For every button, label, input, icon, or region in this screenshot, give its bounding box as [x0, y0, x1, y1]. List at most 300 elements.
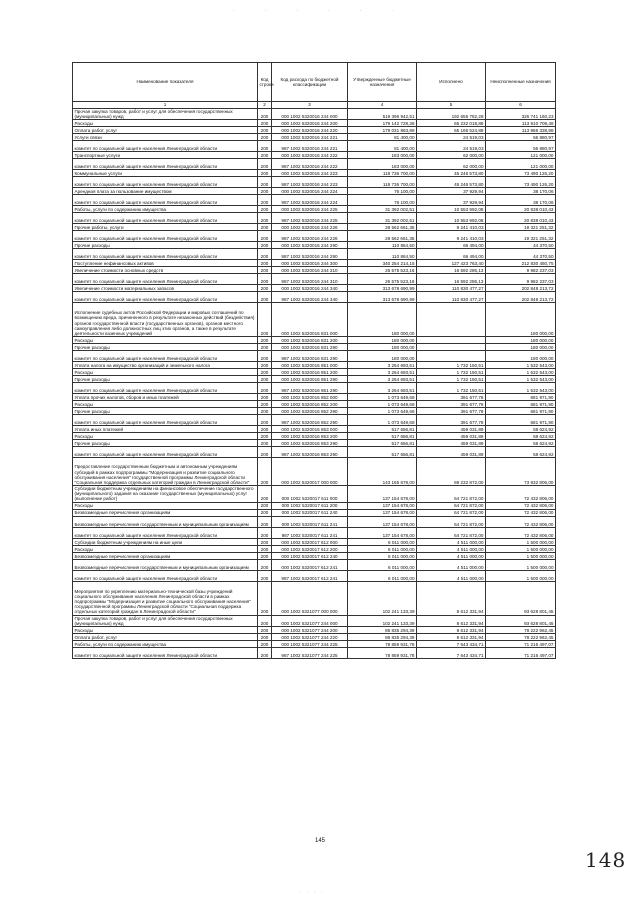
row-line-code: 200 — [258, 134, 272, 141]
row-line-code: 200 — [258, 224, 272, 231]
row-name: комитет по социальной защите населения Ленинградской области — [73, 195, 258, 206]
row-line-code: 200 — [258, 206, 272, 213]
col-index-6: 6 — [486, 102, 556, 109]
row-executed: 64 721 872,00 — [417, 516, 486, 527]
row-line-code: 200 — [258, 361, 272, 368]
table-body — [73, 109, 556, 659]
row-approved: 3 264 693,51 — [348, 382, 417, 393]
row-executed: 4 511 000,00 — [417, 570, 486, 581]
row-approved: 519 396 942,51 — [348, 109, 417, 120]
row-line-code: 200 — [258, 626, 272, 633]
row-approved: 6 011 000,00 — [348, 570, 417, 581]
row-approved: 118 736 700,00 — [348, 177, 417, 188]
col-header-classification: Код расхода по бюджетной классификации — [272, 63, 348, 102]
row-executed: 66 494,00 — [417, 249, 486, 260]
row-approved: 183 000,00 — [348, 159, 417, 170]
row-line-code: 200 — [258, 231, 272, 242]
row-classification-code: 000 1002 5320016 244 300 — [272, 260, 348, 267]
row-name: Субсидии бюджетным учреждениям на иные цели — [73, 538, 258, 545]
row-executed: 37 929,94 — [417, 195, 486, 206]
row-approved: 86 835 294,39 — [348, 633, 417, 640]
row-classification-code: 987 1002 5320016 244 225 — [272, 213, 348, 224]
row-line-code: 200 — [258, 292, 272, 303]
row-line-code: 200 — [258, 141, 272, 152]
col-header-unexecuted: Неисполненные назначения — [486, 63, 556, 102]
row-approved: 26 575 523,16 — [348, 267, 417, 274]
row-name: комитет по социальной защите населения Ленинградской области — [73, 292, 258, 303]
row-line-code: 200 — [258, 267, 272, 274]
row-unexecuted: 72 432 806,00 — [486, 516, 556, 527]
row-unexecuted: 71 216 497,07 — [486, 647, 556, 658]
col-index-2: 2 — [258, 102, 272, 109]
row-line-code: 200 — [258, 213, 272, 224]
row-approved: 180 000,00 — [348, 343, 417, 350]
row-unexecuted: 44 370,50 — [486, 249, 556, 260]
row-name: комитет по социальной защите населения Ленинградской области — [73, 414, 258, 425]
row-line-code: 200 — [258, 400, 272, 407]
row-classification-code: 987 1002 5320016 852 290 — [272, 414, 348, 425]
row-executed: 24 519,03 — [417, 134, 486, 141]
row-executed: 1 732 150,51 — [417, 368, 486, 375]
row-approved: 110 864,50 — [348, 242, 417, 249]
row-unexecuted: 1 500 000,00 — [486, 552, 556, 559]
row-classification-code: 000 1002 5320017 612 240 — [272, 552, 348, 559]
table-row — [73, 375, 556, 382]
top-scan-marks: · · · · · · — [232, 8, 408, 14]
row-classification-code: 987 1002 5320016 244 221 — [272, 141, 348, 152]
row-line-code: 200 — [258, 439, 272, 446]
row-name: Прочие расходы — [73, 439, 258, 446]
row-approved: 118 736 700,00 — [348, 170, 417, 177]
col-header-line-code: Код строки — [258, 63, 272, 102]
row-unexecuted: 113 910 709,48 — [486, 120, 556, 127]
table-row — [73, 559, 556, 570]
row-unexecuted: 78 222 962,45 — [486, 633, 556, 640]
row-line-code: 200 — [258, 640, 272, 647]
row-line-code: 200 — [258, 527, 272, 538]
row-unexecuted: 681 971,90 — [486, 414, 556, 425]
row-unexecuted: 72 432 806,00 — [486, 509, 556, 516]
row-approved: 137 154 678,00 — [348, 485, 417, 502]
row-classification-code: 000 1002 5320016 831 200 — [272, 336, 348, 343]
table-row — [73, 188, 556, 195]
row-unexecuted: 93 628 801,45 — [486, 581, 556, 615]
row-approved: 86 835 294,39 — [348, 626, 417, 633]
row-name: Оплата работ, услуг — [73, 127, 258, 134]
row-line-code: 200 — [258, 375, 272, 382]
row-executed: 7 643 434,71 — [417, 647, 486, 658]
row-approved: 143 165 678,00 — [348, 457, 417, 485]
row-executed: 7 643 434,71 — [417, 640, 486, 647]
table-row — [73, 231, 556, 242]
table-row — [73, 242, 556, 249]
row-name: Исполнение судебных актов Российской Федерации и мировых соглашений по возмещению вреда, причиненного в результате незаконных действий (бездействия) органов государственной власти (государственных органов), органов местного самоуправления либо должностных лиц этих органов, а также в результате деятельности казенных учреждений — [73, 303, 258, 337]
col-index-5: 5 — [417, 102, 486, 109]
row-line-code: 200 — [258, 633, 272, 640]
row-unexecuted: 180 000,00 — [486, 343, 556, 350]
row-name: Услуги связи — [73, 134, 258, 141]
row-unexecuted: 1 500 000,00 — [486, 538, 556, 545]
row-unexecuted: 9 982 237,03 — [486, 267, 556, 274]
col-index-3: 3 — [272, 102, 348, 109]
row-classification-code: 987 1002 5320016 244 224 — [272, 195, 348, 206]
table-row — [73, 626, 556, 633]
row-approved: 81 400,00 — [348, 141, 417, 152]
table-row — [73, 127, 556, 134]
row-executed: 391 677,78 — [417, 393, 486, 400]
row-name: Безвозмездные перечисления организациям — [73, 552, 258, 559]
budget-table — [72, 62, 556, 659]
table-row — [73, 285, 556, 292]
row-line-code: 200 — [258, 195, 272, 206]
row-classification-code: 987 1002 5320016 244 290 — [272, 249, 348, 260]
row-approved: 179 142 728,36 — [348, 120, 417, 127]
row-name: Увеличение стоимости материальных запасов — [73, 285, 258, 292]
table-row — [73, 425, 556, 432]
row-unexecuted: 326 741 160,23 — [486, 109, 556, 120]
table-row — [73, 393, 556, 400]
row-unexecuted: 1 500 000,00 — [486, 559, 556, 570]
table-row — [73, 350, 556, 361]
row-line-code: 200 — [258, 615, 272, 626]
row-classification-code: 000 1002 5320016 831 000 — [272, 303, 348, 337]
row-approved: 3 264 693,51 — [348, 361, 417, 368]
row-approved: 3 264 693,51 — [348, 375, 417, 382]
row-approved: 78 859 931,78 — [348, 640, 417, 647]
row-classification-code: 987 1002 5320016 244 340 — [272, 292, 348, 303]
table-row — [73, 141, 556, 152]
row-name: комитет по социальной защите населения Ленинградской области — [73, 382, 258, 393]
row-unexecuted: 1 500 000,00 — [486, 570, 556, 581]
row-executed: 64 721 872,00 — [417, 509, 486, 516]
row-executed: 45 246 573,80 — [417, 177, 486, 188]
row-name: комитет по социальной защите населения Ленинградской области — [73, 231, 258, 242]
row-line-code: 200 — [258, 432, 272, 439]
row-classification-code: 000 1002 5320016 244 221 — [272, 134, 348, 141]
row-executed: 1 732 150,51 — [417, 375, 486, 382]
table-row — [73, 581, 556, 615]
row-classification-code: 987 1002 5320016 244 226 — [272, 231, 348, 242]
row-line-code: 200 — [258, 368, 272, 375]
row-approved: 517 656,81 — [348, 439, 417, 446]
row-executed: 391 677,78 — [417, 407, 486, 414]
table-row — [73, 213, 556, 224]
row-executed: 66 494,00 — [417, 242, 486, 249]
row-classification-code: 000 1002 5320016 853 000 — [272, 425, 348, 432]
table-row — [73, 170, 556, 177]
row-name: Мероприятия по укреплению материально-технической базы учреждений социального обслуживания населения Ленинградской области в рамках подпрограммы "Модернизация и развитие социального обслуживания населения" государственной программы Ленинградской области "Социальная поддержка отдельных категорий граждан в Ленинградской области" — [73, 581, 258, 615]
row-line-code: 200 — [258, 343, 272, 350]
table-row — [73, 224, 556, 231]
row-name: Расходы — [73, 368, 258, 375]
row-unexecuted: 9 982 237,03 — [486, 274, 556, 285]
row-classification-code: 987 1002 5320017 611 241 — [272, 527, 348, 538]
row-classification-code: 000 1002 5320016 852 000 — [272, 393, 348, 400]
table-row — [73, 343, 556, 350]
row-unexecuted: 20 838 010,43 — [486, 206, 556, 213]
row-classification-code: 987 1002 5320016 831 290 — [272, 350, 348, 361]
row-executed: 62 000,00 — [417, 159, 486, 170]
row-line-code: 200 — [258, 188, 272, 195]
row-approved: 3 264 693,51 — [348, 368, 417, 375]
row-line-code: 200 — [258, 485, 272, 502]
row-line-code: 200 — [258, 407, 272, 414]
table-row — [73, 509, 556, 516]
row-line-code: 200 — [258, 285, 272, 292]
row-unexecuted: 38 170,06 — [486, 188, 556, 195]
table-row — [73, 647, 556, 658]
row-name: Прочая закупка товаров, работ и услуг для обеспечения государственных (муниципальных) нужд — [73, 109, 258, 120]
row-approved: 1 073 649,68 — [348, 414, 417, 425]
row-executed: 459 031,89 — [417, 432, 486, 439]
row-approved: 517 656,81 — [348, 425, 417, 432]
row-unexecuted: 58 624,92 — [486, 432, 556, 439]
row-approved: 183 000,00 — [348, 152, 417, 159]
row-name: Безвозмездные перечисления государственным и муниципальным организациям — [73, 516, 258, 527]
table-row — [73, 552, 556, 559]
row-unexecuted: 19 321 251,32 — [486, 231, 556, 242]
row-name: комитет по социальной защите населения Ленинградской области — [73, 350, 258, 361]
row-classification-code: 000 1002 5320017 611 200 — [272, 502, 348, 509]
row-classification-code: 000 1002 5321077 000 000 — [272, 581, 348, 615]
row-executed: 45 246 573,80 — [417, 170, 486, 177]
row-line-code: 200 — [258, 414, 272, 425]
row-executed: 4 511 000,00 — [417, 538, 486, 545]
table-row — [73, 485, 556, 502]
row-classification-code: 000 1002 5320016 244 290 — [272, 242, 348, 249]
row-approved: 76 100,00 — [348, 188, 417, 195]
row-executed: 69 232 872,00 — [417, 457, 486, 485]
row-name: Увеличение стоимости основных средств — [73, 267, 258, 274]
row-name: Арендная плата за пользование имуществом — [73, 188, 258, 195]
row-classification-code: 000 1002 5320017 612 000 — [272, 538, 348, 545]
row-approved: 180 000,00 — [348, 350, 417, 361]
row-executed: 16 592 286,13 — [417, 274, 486, 285]
row-executed: 37 929,94 — [417, 188, 486, 195]
row-line-code: 200 — [258, 393, 272, 400]
row-line-code: 200 — [258, 336, 272, 343]
row-line-code: 200 — [258, 159, 272, 170]
row-unexecuted: 113 866 338,98 — [486, 127, 556, 134]
row-approved: 1 073 649,68 — [348, 400, 417, 407]
row-unexecuted: 58 624,92 — [486, 425, 556, 432]
row-unexecuted: 56 880,97 — [486, 141, 556, 152]
row-classification-code: 000 1002 5320016 244 200 — [272, 120, 348, 127]
row-unexecuted: 180 000,00 — [486, 350, 556, 361]
row-unexecuted: 73 932 806,00 — [486, 457, 556, 485]
row-classification-code: 000 1002 5320016 244 220 — [272, 127, 348, 134]
row-executed: 24 519,03 — [417, 141, 486, 152]
row-approved: 6 011 000,00 — [348, 552, 417, 559]
row-approved: 81 400,00 — [348, 134, 417, 141]
row-approved: 102 241 133,39 — [348, 581, 417, 615]
row-unexecuted: 202 848 213,72 — [486, 285, 556, 292]
table-row — [73, 303, 556, 337]
table-row — [73, 400, 556, 407]
row-unexecuted: 58 624,92 — [486, 439, 556, 446]
row-unexecuted: 681 971,90 — [486, 407, 556, 414]
row-name: Расходы — [73, 545, 258, 552]
row-classification-code: 000 1002 5320017 611 241 — [272, 516, 348, 527]
row-classification-code: 987 1002 5320017 612 241 — [272, 570, 348, 581]
row-unexecuted: 73 490 126,20 — [486, 177, 556, 188]
table-row — [73, 152, 556, 159]
row-name: Уплата прочих налогов, сборов и иных платежей — [73, 393, 258, 400]
row-classification-code: 000 1002 5320017 000 000 — [272, 457, 348, 485]
row-executed: 8 612 331,94 — [417, 626, 486, 633]
row-executed: 459 031,89 — [417, 425, 486, 432]
row-executed: 4 511 000,00 — [417, 552, 486, 559]
row-line-code: 200 — [258, 170, 272, 177]
table-row — [73, 502, 556, 509]
table-row — [73, 457, 556, 485]
table-row — [73, 134, 556, 141]
row-approved: 517 656,81 — [348, 446, 417, 457]
row-line-code: 200 — [258, 242, 272, 249]
row-name: комитет по социальной защите населения Ленинградской области — [73, 141, 258, 152]
row-name: Субсидии бюджетным учреждениям на финансовое обеспечение государственного (муниципального) задания на оказание государственных (муниципальных) услуг (выполнение работ) — [73, 485, 258, 502]
row-classification-code: 000 1002 5321077 244 000 — [272, 615, 348, 626]
row-classification-code: 000 1002 5320017 611 000 — [272, 485, 348, 502]
row-name: Прочая закупка товаров, работ и услуг для обеспечения государственных (муниципальных) нужд — [73, 615, 258, 626]
row-approved: 137 154 678,00 — [348, 527, 417, 538]
table-row — [73, 640, 556, 647]
row-approved: 1 073 649,68 — [348, 393, 417, 400]
row-line-code: 200 — [258, 274, 272, 285]
row-executed: 8 612 331,94 — [417, 615, 486, 626]
row-classification-code: 987 1002 5320016 244 310 — [272, 274, 348, 285]
row-name: Безвозмездные перечисления организациям — [73, 509, 258, 516]
row-unexecuted: 44 370,50 — [486, 242, 556, 249]
col-header-approved: Утвержденные бюджетные назначения — [348, 63, 417, 102]
row-line-code: 200 — [258, 545, 272, 552]
row-approved: 137 154 678,00 — [348, 509, 417, 516]
row-name: Прочие расходы — [73, 242, 258, 249]
row-line-code: 200 — [258, 538, 272, 545]
row-classification-code: 987 1002 5320016 851 290 — [272, 382, 348, 393]
row-line-code: 200 — [258, 647, 272, 658]
row-name: Прочие расходы — [73, 375, 258, 382]
col-index-1: 1 — [73, 102, 258, 109]
row-classification-code: 987 1002 5320016 853 290 — [272, 446, 348, 457]
row-executed: 459 031,89 — [417, 446, 486, 457]
table-row — [73, 432, 556, 439]
row-line-code: 200 — [258, 509, 272, 516]
row-line-code: 200 — [258, 152, 272, 159]
row-line-code: 200 — [258, 581, 272, 615]
row-approved: 6 011 000,00 — [348, 538, 417, 545]
table-row — [73, 159, 556, 170]
row-approved: 102 241 133,39 — [348, 615, 417, 626]
row-classification-code: 000 1002 5320016 244 226 — [272, 224, 348, 231]
row-executed: 459 031,89 — [417, 439, 486, 446]
row-executed: 8 612 331,94 — [417, 581, 486, 615]
row-name: комитет по социальной защите населения Ленинградской области — [73, 249, 258, 260]
row-name: Работы, услуги по содержанию имущества — [73, 640, 258, 647]
row-approved: 137 154 678,00 — [348, 502, 417, 509]
row-executed: 192 655 782,28 — [417, 109, 486, 120]
row-unexecuted: 72 432 806,00 — [486, 527, 556, 538]
row-unexecuted: 78 222 962,45 — [486, 626, 556, 633]
row-unexecuted: 212 830 450,75 — [486, 260, 556, 267]
row-name: Расходы — [73, 626, 258, 633]
row-approved: 179 031 863,86 — [348, 127, 417, 134]
table-row — [73, 570, 556, 581]
row-classification-code: 000 1002 5321077 244 200 — [272, 626, 348, 633]
row-unexecuted: 180 000,00 — [486, 336, 556, 343]
row-classification-code: 000 1002 5320016 244 310 — [272, 267, 348, 274]
row-name: комитет по социальной защите населения Ленинградской области — [73, 647, 258, 658]
row-executed: 391 677,78 — [417, 414, 486, 425]
row-approved: 78 859 931,78 — [348, 647, 417, 658]
row-classification-code: 000 1002 5320016 853 200 — [272, 432, 348, 439]
row-classification-code: 000 1002 5320016 244 224 — [272, 188, 348, 195]
row-classification-code: 987 1002 5320016 244 222 — [272, 159, 348, 170]
row-name: Уплата налога на имущество организаций и земельного налога — [73, 361, 258, 368]
row-classification-code: 000 1002 5320017 612 241 — [272, 559, 348, 570]
row-line-code: 200 — [258, 446, 272, 457]
table-row — [73, 292, 556, 303]
row-unexecuted: 121 000,00 — [486, 152, 556, 159]
row-line-code: 200 — [258, 350, 272, 361]
row-unexecuted: 72 432 806,00 — [486, 502, 556, 509]
table-row — [73, 368, 556, 375]
row-approved: 180 000,00 — [348, 336, 417, 343]
row-approved: 517 656,81 — [348, 432, 417, 439]
row-executed — [417, 336, 486, 343]
row-classification-code: 000 1002 5320016 244 000 — [272, 109, 348, 120]
table-row — [73, 336, 556, 343]
row-line-code: 200 — [258, 120, 272, 127]
table-row — [73, 249, 556, 260]
row-name: комитет по социальной защите населения Ленинградской области — [73, 527, 258, 538]
row-approved: 1 073 649,68 — [348, 407, 417, 414]
row-approved: 313 678 690,99 — [348, 292, 417, 303]
row-approved: 76 100,00 — [348, 195, 417, 206]
row-executed: 16 592 286,13 — [417, 267, 486, 274]
table-row — [73, 446, 556, 457]
table-header-row — [73, 63, 556, 102]
table-row — [73, 545, 556, 552]
row-approved: 31 392 002,51 — [348, 213, 417, 224]
row-approved: 31 392 002,51 — [348, 206, 417, 213]
row-name: комитет по социальной защите населения Ленинградской области — [73, 213, 258, 224]
table-row — [73, 538, 556, 545]
row-approved: 180 000,00 — [348, 303, 417, 337]
col-index-4: 4 — [348, 102, 417, 109]
row-classification-code: 000 1002 5320016 244 223 — [272, 170, 348, 177]
row-approved: 313 678 690,99 — [348, 285, 417, 292]
row-line-code: 200 — [258, 177, 272, 188]
row-approved: 26 575 523,16 — [348, 274, 417, 285]
row-name: Расходы — [73, 432, 258, 439]
row-approved: 110 864,50 — [348, 249, 417, 260]
row-unexecuted: 202 848 213,72 — [486, 292, 556, 303]
col-header-executed: Исполнено — [417, 63, 486, 102]
table-row — [73, 382, 556, 393]
row-line-code: 200 — [258, 457, 272, 485]
page-number: 145 — [314, 838, 325, 844]
row-name: Прочие расходы — [73, 343, 258, 350]
table-row — [73, 267, 556, 274]
row-classification-code: 000 1002 5320016 853 290 — [272, 439, 348, 446]
row-unexecuted: 1 532 543,00 — [486, 361, 556, 368]
row-unexecuted: 1 532 543,00 — [486, 368, 556, 375]
row-unexecuted: 180 000,00 — [486, 303, 556, 337]
row-unexecuted: 681 971,90 — [486, 393, 556, 400]
row-unexecuted: 121 000,00 — [486, 159, 556, 170]
row-line-code: 200 — [258, 502, 272, 509]
